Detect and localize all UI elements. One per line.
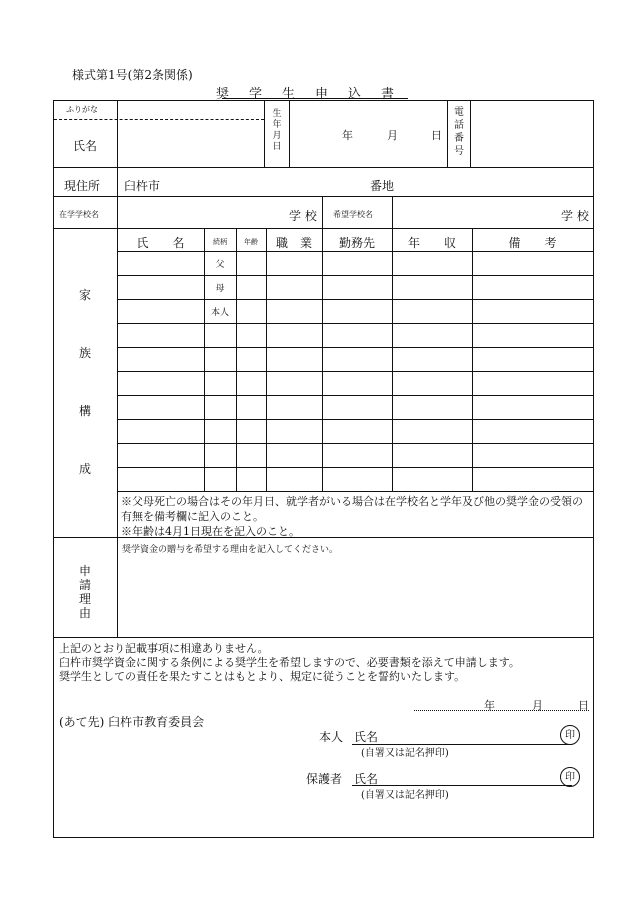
reason-label: 申請理由 [78,564,91,620]
birth-label: 生年月日 [272,109,282,152]
guardian-name-label: 氏名 [354,772,379,786]
family-label-3: 構 [78,404,91,418]
furigana-divider [54,119,264,120]
family-column-divider [236,228,237,491]
family-column-divider [322,228,323,491]
family-row-divider [117,419,593,420]
school-divider [322,196,323,228]
phone-label: 電話番号 [454,107,464,157]
family-label-2: 族 [78,346,91,360]
row-divider-1 [54,167,593,168]
sign-year: 年 [484,699,495,712]
family-row-divider [117,323,593,324]
applicant-note: (自署又は記名押印) [361,748,449,759]
family-header-workplace: 勤務先 [338,236,375,250]
applicant-seal: 印 [560,725,580,745]
family-row-divider [117,299,593,300]
family-header-age: 年齢 [244,238,258,246]
family-column-divider [266,228,267,491]
family-header-occupation: 職 業 [275,236,312,250]
family-row-divider [117,443,593,444]
phone-label-divider [470,101,471,167]
applicant-name-label: 氏名 [354,730,379,744]
school-suffix: 学 校 [289,209,317,223]
desired-school-label: 希望学校名 [333,210,373,219]
family-table-bottom [117,491,593,492]
family-row-divider [117,371,593,372]
school-label: 在学学校名 [59,210,99,219]
sign-month: 月 [532,699,543,712]
family-row-divider [117,395,593,396]
family-column-divider [392,228,393,491]
guardian-role: 保護者 [306,772,343,786]
family-column-divider [472,228,473,491]
family-note-3: ※年齢は4月1日現在を記入のこと。 [121,525,300,538]
family-row-divider [117,275,593,276]
desired-school-divider [392,196,393,228]
family-header-divider [117,251,593,252]
birth-year: 年 [342,129,353,142]
guardian-seal: 印 [560,767,580,787]
sign-date-line [414,710,589,711]
sign-day: 日 [578,699,589,712]
address-city: 臼杵市 [124,179,161,193]
row-divider-2 [54,196,593,197]
declaration-1: 上記のとおり記載事項に相違ありません。 [59,642,269,655]
form-number: 様式第1号(第2条関係) [72,68,193,82]
family-header-relation: 続柄 [213,238,227,246]
family-header-income: 年 収 [407,236,456,250]
birth-day: 日 [431,129,442,142]
addressee: (あて先) 臼杵市教育委員会 [59,715,205,729]
birth-phone-divider [447,101,448,167]
family-relation-cell: 本人 [210,308,229,318]
name-birth-divider [264,101,265,167]
declaration-2: 臼杵市奨学資金に関する条例による奨学生を希望しますので、必要書類を添えて申請します。 [59,656,520,669]
family-label-1: 家 [78,288,91,302]
row-divider-5 [54,637,593,638]
address-label: 現住所 [64,179,101,193]
family-relation-cell: 父 [215,260,225,270]
row-divider-4 [54,537,593,538]
application-form [53,100,594,838]
row-divider-3 [54,228,593,229]
family-header-name: 氏 名 [136,236,185,250]
reason-divider [117,537,118,637]
family-row-divider [117,347,593,348]
reason-instruction: 奨学資金の贈与を希望する理由を記入してください。 [122,545,339,555]
desired-school-suffix: 学 校 [561,209,589,223]
name-label: 氏名 [73,139,98,153]
address-suffix: 番地 [370,179,395,193]
applicant-role: 本人 [319,730,344,744]
declaration-3: 奨学生としての責任を果たすことはもとより、規定に従うことを誓約いたします。 [59,670,466,683]
family-relation-cell: 母 [215,284,225,294]
form-title: 奨学生申込書 [215,87,414,102]
title-underline [222,98,408,99]
guardian-note: (自署又は記名押印) [361,790,449,801]
birth-month: 月 [387,129,398,142]
family-note-2: 有無を備考欄に記入のこと。 [121,510,264,523]
family-label-4: 成 [78,462,91,476]
family-row-divider [117,467,593,468]
family-note-1: ※父母死亡の場合はその年月日、就学者がいる場合は在学校名と学年及び他の奨学金の受領の [121,495,583,508]
birth-label-divider [289,101,290,167]
family-header-remarks: 備 考 [508,236,557,250]
furigana-label: ふりがな [66,105,98,114]
